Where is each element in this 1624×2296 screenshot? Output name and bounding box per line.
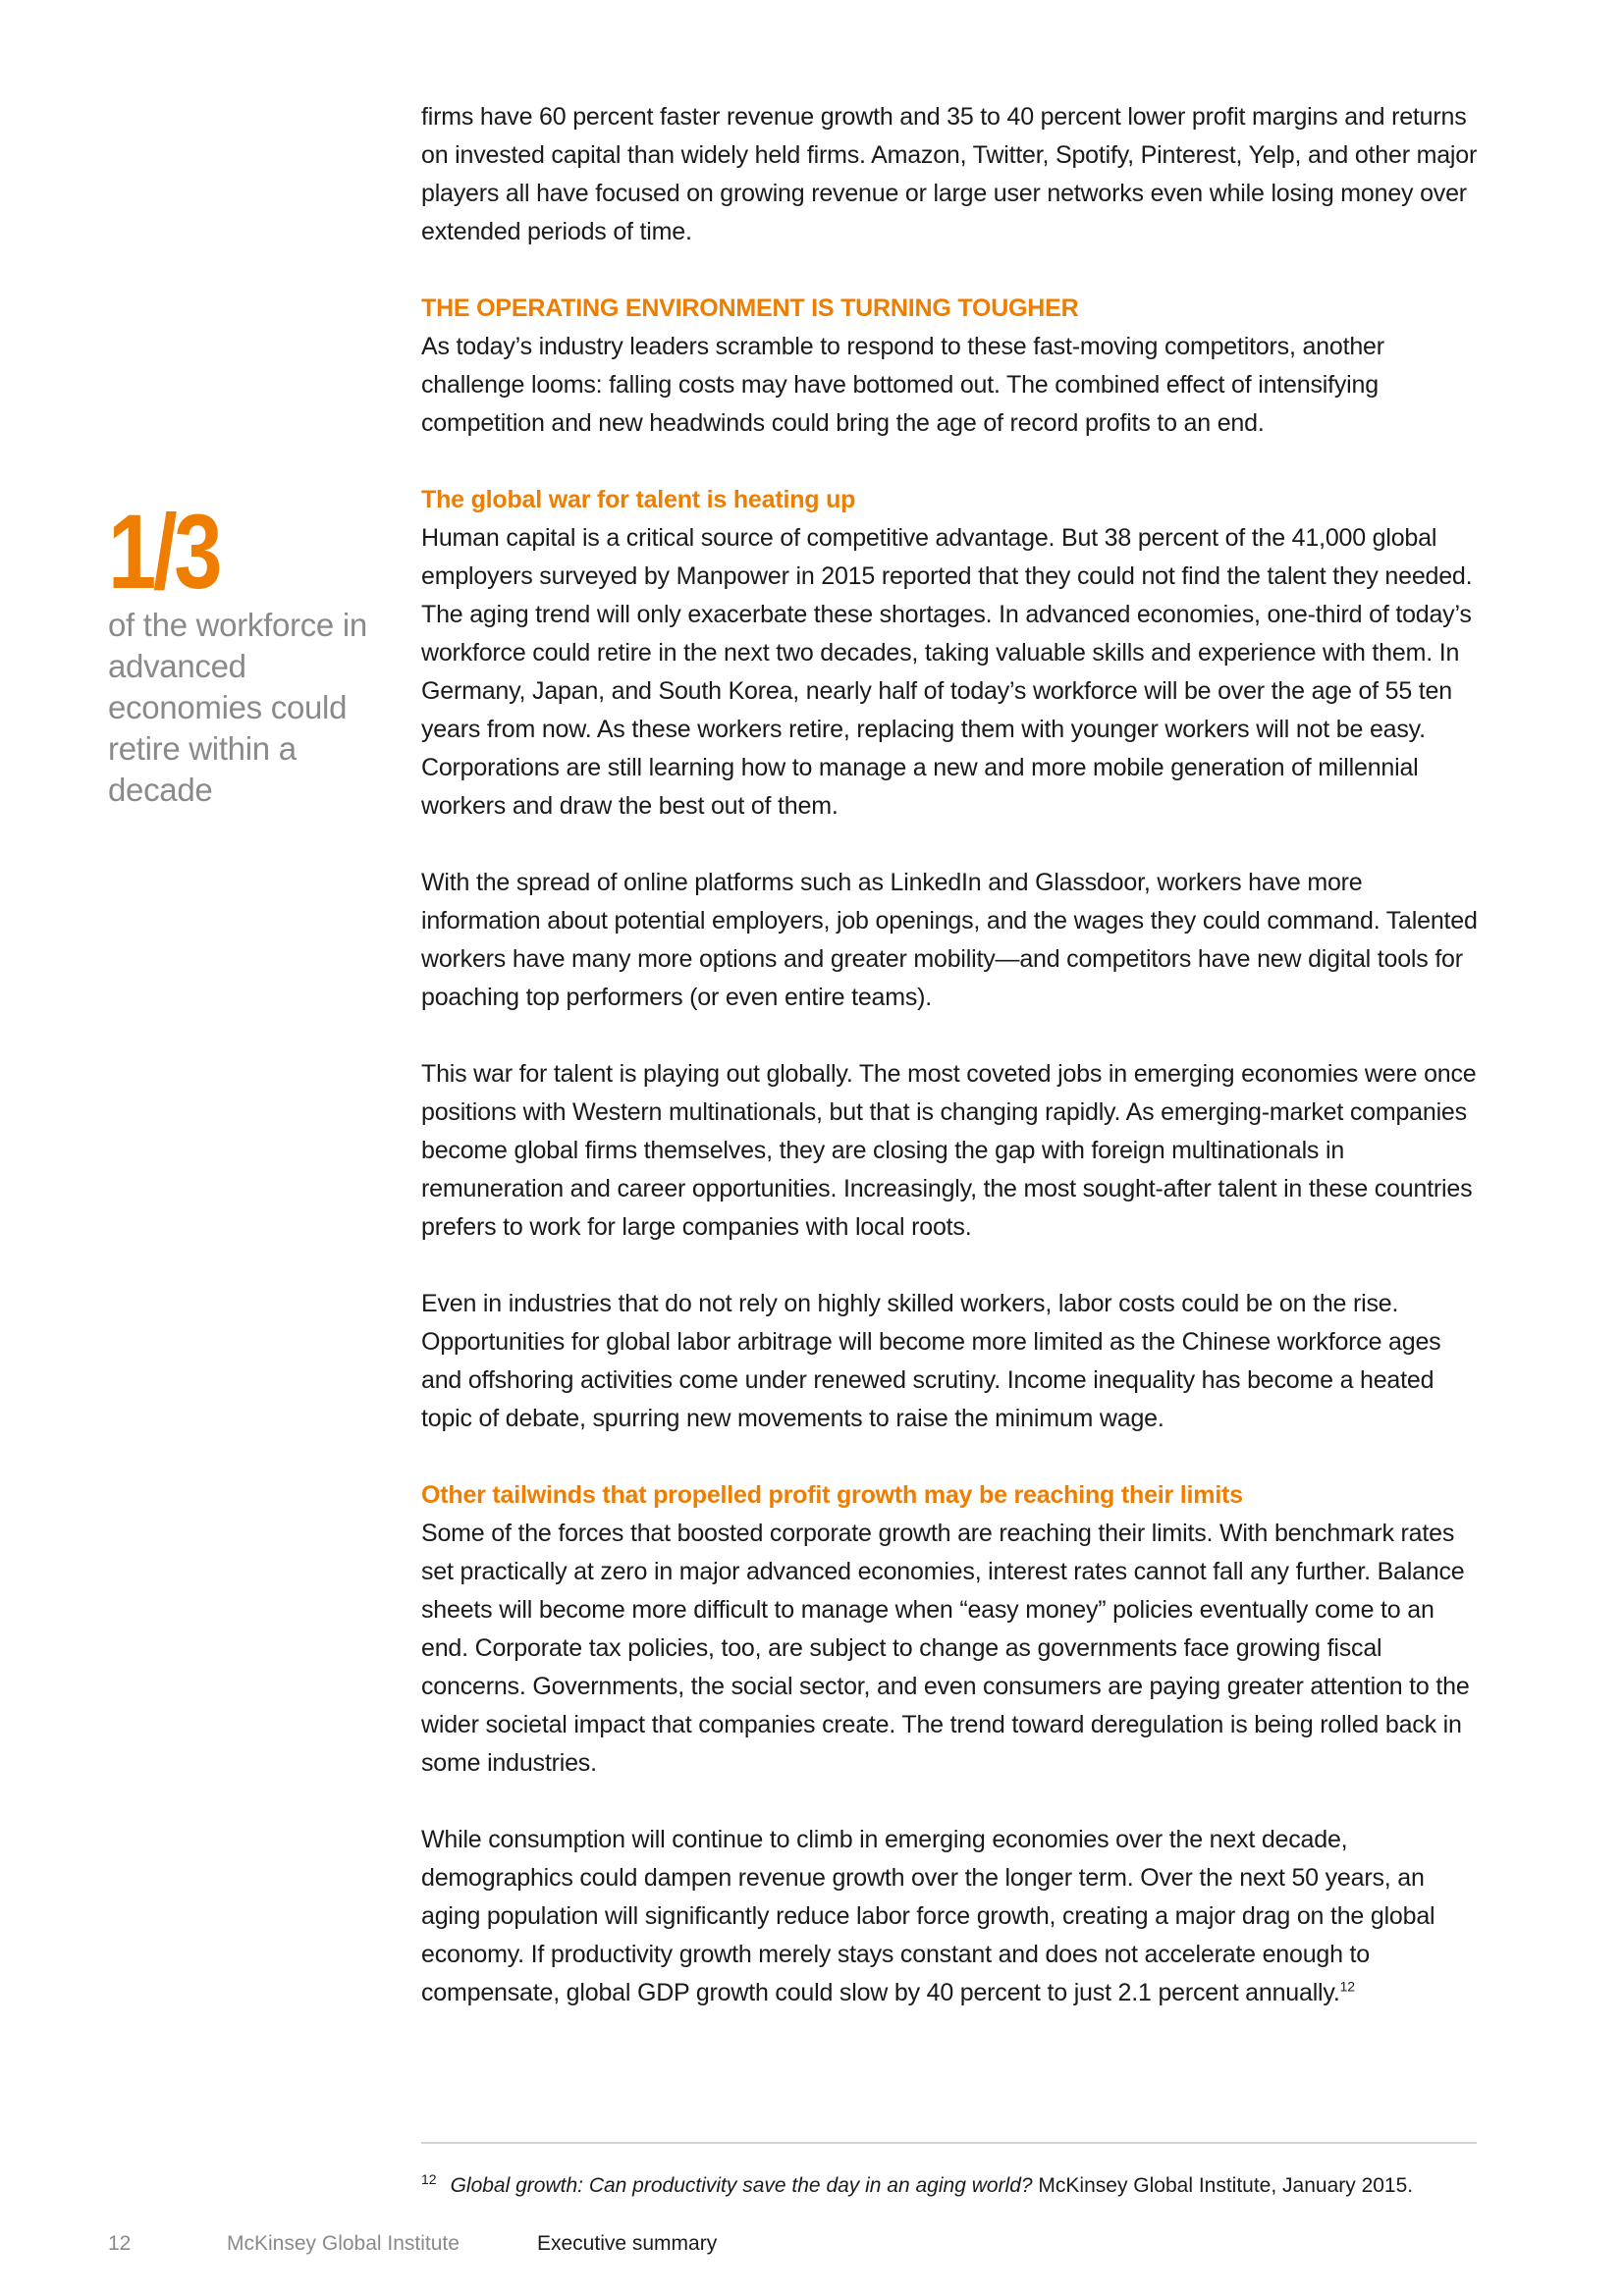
section-paragraph: As today’s industry leaders scramble to respond to these fast-moving competitors, another challenge looms: falling costs may have bottomed out. The combined effect of intensifying competition and new headwinds could bring the age of record profits to an end.	[421, 333, 1384, 437]
main-column	[421, 98, 1482, 2012]
footer-organization: McKinsey Global Institute	[227, 2232, 460, 2255]
talent-heading: The global war for talent is heating up	[421, 486, 856, 513]
tailwinds-heading: Other tailwinds that propelled profit growth may be reaching their limits	[421, 1481, 1243, 1509]
talent-paragraph-3: This war for talent is playing out globally. The most coveted jobs in emerging economies were once positions with Western multinationals, but that is changing rapidly. As emerging-market companies become global firms themselves, they are closing the gap with foreign multinationals in remuneration and career opportunities. Increasingly, the most sought-after talent in these countries prefers to work for large companies with local roots.	[421, 1060, 1477, 1241]
footnote-divider	[421, 2142, 1477, 2144]
stat-callout	[108, 492, 373, 811]
tailwinds-paragraph-1: Some of the forces that boosted corporate growth are reaching their limits. With benchmark rates set practically at zero in major advanced economies, interest rates cannot fall any further. Balance sheets will become more difficult to manage when “easy money” policies eventually come to an end. Corporate tax policies, too, are subject to change as governments face growing fiscal concerns. Governments, the social sector, and even consumers are paying greater attention to the wider societal impact that companies create. The trend toward deregulation is being rolled back in some industries.	[421, 1520, 1470, 1777]
footnote-reference[interactable]: 12	[1339, 1978, 1355, 1995]
tailwinds-paragraph-2-text: While consumption will continue to climb in emerging economies over the next decade, demographics could dampen revenue growth over the longer term. Over the next 50 years, an aging population will significantly reduce labor force growth, creating a major drag on the global economy. If productivity growth merely stays constant and does not accelerate enough to compensate, global GDP growth could slow by 40 percent to just 2.1 percent annually.	[421, 1826, 1435, 2006]
callout-figure: 1/3	[108, 492, 220, 611]
footnote	[421, 2164, 1501, 2201]
footnote-number: 12	[421, 2171, 437, 2187]
footnote-title: Global growth: Can productivity save the day in an aging world?	[450, 2174, 1033, 2197]
page-number: 12	[108, 2232, 132, 2255]
footer-section: Executive summary	[537, 2232, 718, 2255]
callout-caption: of the workforce in advanced economies could retire within a decade	[108, 607, 367, 808]
tailwinds-paragraph-2	[421, 1821, 1482, 2012]
talent-paragraph-4: Even in industries that do not rely on highly skilled workers, labor costs could be on the rise. Opportunities for global labor arbitrage will become more limited as the Chinese workforce ages and offshoring activities come under renewed scrutiny. Income inequality has become a heated topic of debate, spurring new movements to raise the minimum wage.	[421, 1290, 1441, 1432]
section-heading: THE OPERATING ENVIRONMENT IS TURNING TOUGHER	[421, 294, 1079, 322]
talent-paragraph-1: Human capital is a critical source of competitive advantage. But 38 percent of the 41,000 global employers surveyed by Manpower in 2015 reported that they could not find the talent they needed. The aging trend will only exacerbate these shortages. In advanced economies, one-third of today’s workforce could retire in the next two decades, taking valuable skills and experience with them. In Germany, Japan, and South Korea, nearly half of today’s workforce will be over the age of 55 ten years from now. As these workers retire, replacing them with younger workers will not be easy. Corporations are still learning how to manage a new and more mobile generation of millennial workers and draw the best out of them.	[421, 524, 1473, 820]
intro-paragraph: firms have 60 percent faster revenue growth and 35 to 40 percent lower profit margins and returns on invested capital than widely held firms. Amazon, Twitter, Spotify, Pinterest, Yelp, and other major players all have focused on growing revenue or large user networks even while losing money over extended periods of time.	[421, 103, 1478, 245]
talent-paragraph-2: With the spread of online platforms such as LinkedIn and Glassdoor, workers have more information about potential employers, job openings, and the wages they could command. Talented workers have many more options and greater mobility—and competitors have new digital tools for poaching top performers (or even entire teams).	[421, 869, 1478, 1011]
footnote-source: McKinsey Global Institute, January 2015.	[1032, 2174, 1414, 2197]
